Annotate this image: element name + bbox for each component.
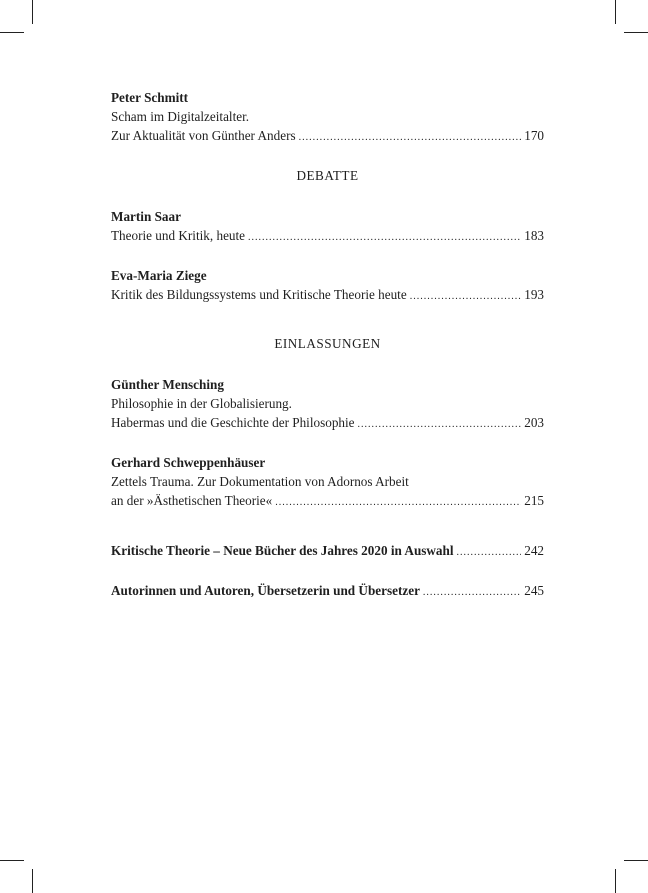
entry-author: Günther Mensching [111,377,224,392]
entry-page-number: 245 [524,583,544,598]
crop-mark-top-left-v [32,0,33,24]
entry-title-leader [111,541,544,562]
dot-leader [358,415,522,434]
dot-leader [457,543,522,562]
entry-title-leader [111,226,544,247]
entry-title-leader [111,581,544,602]
entry-author: Gerhard Schweppenhäuser [111,455,266,470]
entry-page-number: 183 [524,228,544,243]
crop-mark-bottom-left-v [32,869,33,893]
table-of-contents [111,88,544,621]
entry-author: Peter Schmitt [111,90,189,105]
entry-page-number: 170 [524,128,544,143]
dot-leader [410,287,522,306]
entry-title-last: Kritik des Bildungssystems und Kritische Theorie heute [111,287,407,302]
section-heading-einlassungen: EINLASSUNGEN [274,336,381,351]
entry-title-line: Scham im Digitalzeitalter. [111,109,250,124]
crop-mark-bottom-right-v [615,869,616,893]
crop-mark-top-right-v [615,0,616,24]
toc-entry-mensching [111,375,544,434]
entry-author: Eva-Maria Ziege [111,268,207,283]
entry-title-line: Philosophie in der Globalisierung. [111,396,292,411]
entry-page-number: 242 [524,543,544,558]
entry-title-bold: Autorinnen und Autoren, Übersetzerin und Übersetzer [111,583,420,598]
crop-mark-top-right-h [624,32,648,33]
toc-entry-neue-buecher [111,541,544,562]
crop-mark-top-left-h [0,32,24,33]
entry-author: Martin Saar [111,209,181,224]
toc-entry-ziege [111,266,544,306]
entry-title-bold: Kritische Theorie – Neue Bücher des Jahres 2020 in Auswahl [111,543,454,558]
toc-entry-schmitt [111,88,544,147]
section-heading-debatte: DEBATTE [296,168,359,183]
toc-entry-schweppenhaeuser [111,453,544,512]
dot-leader [299,128,522,147]
entry-page-number: 215 [524,493,544,508]
entry-title-line: Zettels Trauma. Zur Dokumentation von Adornos Arbeit [111,474,409,489]
toc-entry-saar [111,207,544,247]
entry-page-number: 193 [524,287,544,302]
crop-mark-bottom-left-h [0,860,24,861]
crop-mark-bottom-right-h [624,860,648,861]
entry-title-leader [111,413,544,434]
entry-title-last: Zur Aktualität von Günther Anders [111,128,296,143]
entry-title-last: Theorie und Kritik, heute [111,228,246,243]
entry-title-leader [111,285,544,306]
entry-title-leader [111,126,544,147]
dot-leader [423,583,521,602]
entry-title-last: an der »Ästhetischen Theorie« [111,493,273,508]
entry-title-leader [111,491,544,512]
toc-entry-autorinnen [111,581,544,602]
entry-page-number: 203 [524,415,544,430]
dot-leader [275,493,521,512]
entry-title-last: Habermas und die Geschichte der Philosophie [111,415,355,430]
dot-leader [248,228,521,247]
